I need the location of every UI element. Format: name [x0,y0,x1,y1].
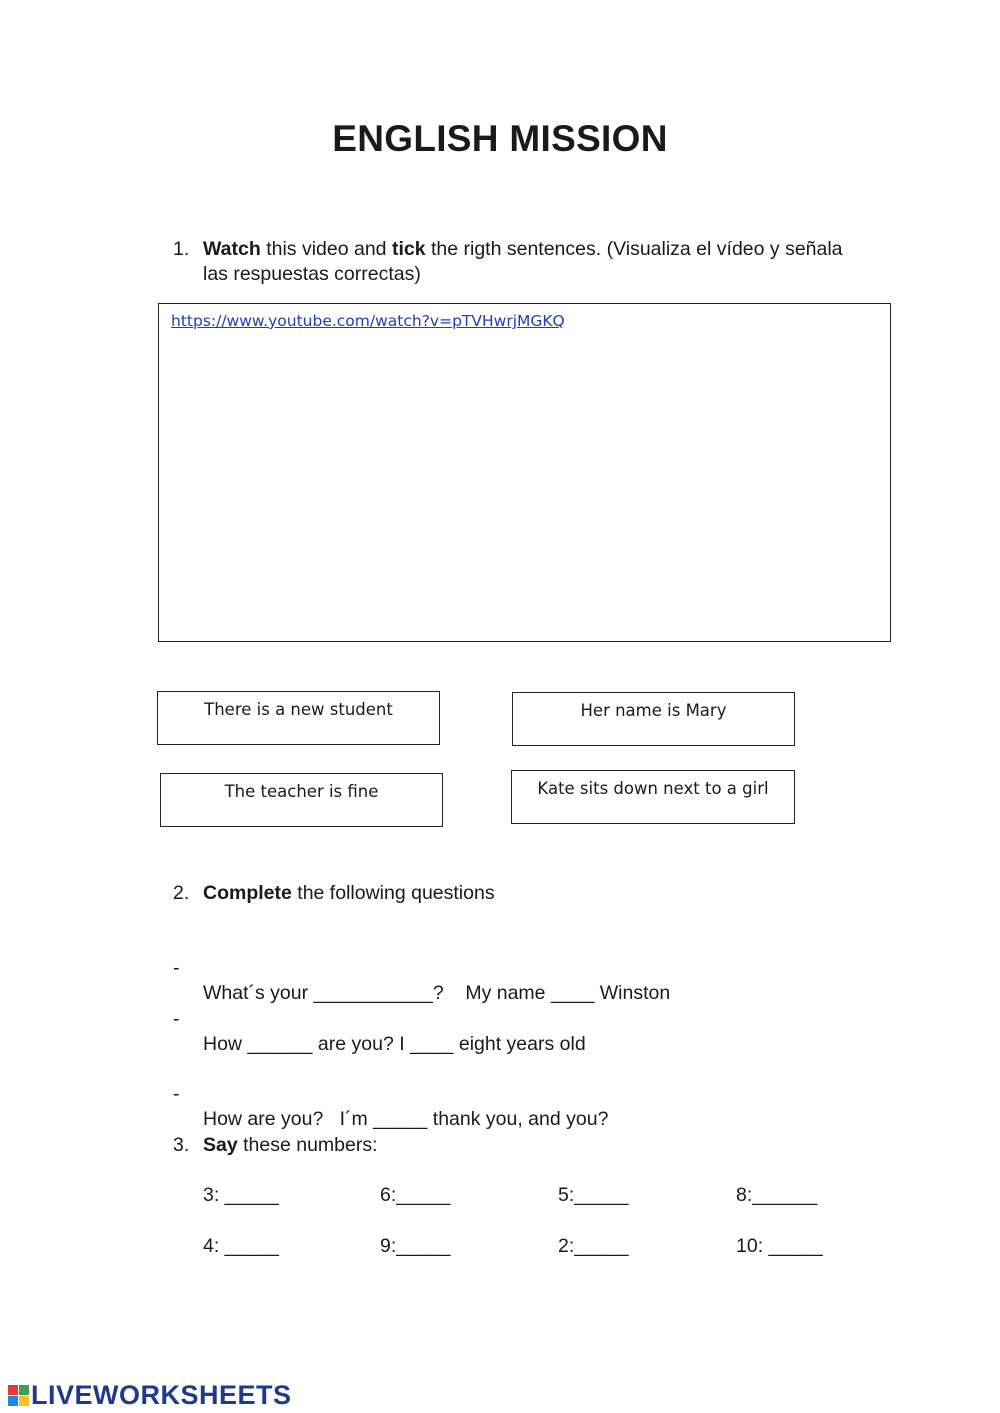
question-1-number: 1. [173,238,190,260]
number-blank[interactable]: 5:_____ [558,1184,629,1206]
video-box [158,303,891,642]
video-link[interactable]: https://www.youtube.com/watch?v=pTVHwrjMGKQ [171,312,565,330]
number-blank[interactable]: 8:______ [736,1184,818,1206]
logo-blocks-icon [8,1385,29,1406]
page-title: ENGLISH MISSION [332,118,668,159]
question-3-text-part: these numbers: [237,1134,378,1156]
number-blank[interactable]: 10: _____ [736,1235,823,1257]
bullet: - [173,1008,180,1030]
fill-item [0,982,1000,1057]
brand-name: LIVEWORKSHEETS [31,1380,292,1410]
complete-keyword: Complete [203,882,292,904]
liveworksheets-logo [8,1380,292,1411]
question-2-text-part: the following questions [291,882,495,904]
bullet: - [173,1083,180,1105]
question-1-text-part: the rigth sentences. (Visualiza el vídeo y señala [425,238,843,260]
tick-keyword: tick [391,238,426,260]
fill-item-text[interactable]: How ______ are you? I ____ eight years old [203,1033,586,1055]
say-keyword: Say [203,1134,238,1156]
question-1-text [203,237,843,287]
question-1-text-part: this video and [260,238,392,260]
question-3-number: 3. [173,1134,190,1156]
question-2-number: 2. [173,882,190,904]
number-blank[interactable]: 3: _____ [203,1184,279,1206]
question-2-text [203,881,495,906]
choice-her-name-mary[interactable]: Her name is Mary [512,692,795,746]
number-blank[interactable]: 9:_____ [380,1235,451,1257]
watch-keyword: Watch [203,238,261,260]
fill-item-text[interactable]: How are you? I´m _____ thank you, and you? [203,1108,609,1130]
fill-item [0,1057,1000,1132]
number-blank[interactable]: 4: _____ [203,1235,279,1257]
number-blank[interactable]: 6:_____ [380,1184,451,1206]
number-blank[interactable]: 2:_____ [558,1235,629,1257]
bullet: - [173,957,180,979]
choice-kate-sits-down[interactable]: Kate sits down next to a girl [511,770,795,824]
question-1-text-line2: las respuestas correctas) [203,263,421,285]
question-3-text [203,1133,378,1158]
fill-item-text[interactable]: What´s your ___________? My name ____ Winston [203,982,671,1004]
choice-new-student[interactable]: There is a new student [157,691,440,745]
choice-teacher-fine[interactable]: The teacher is fine [160,773,443,827]
